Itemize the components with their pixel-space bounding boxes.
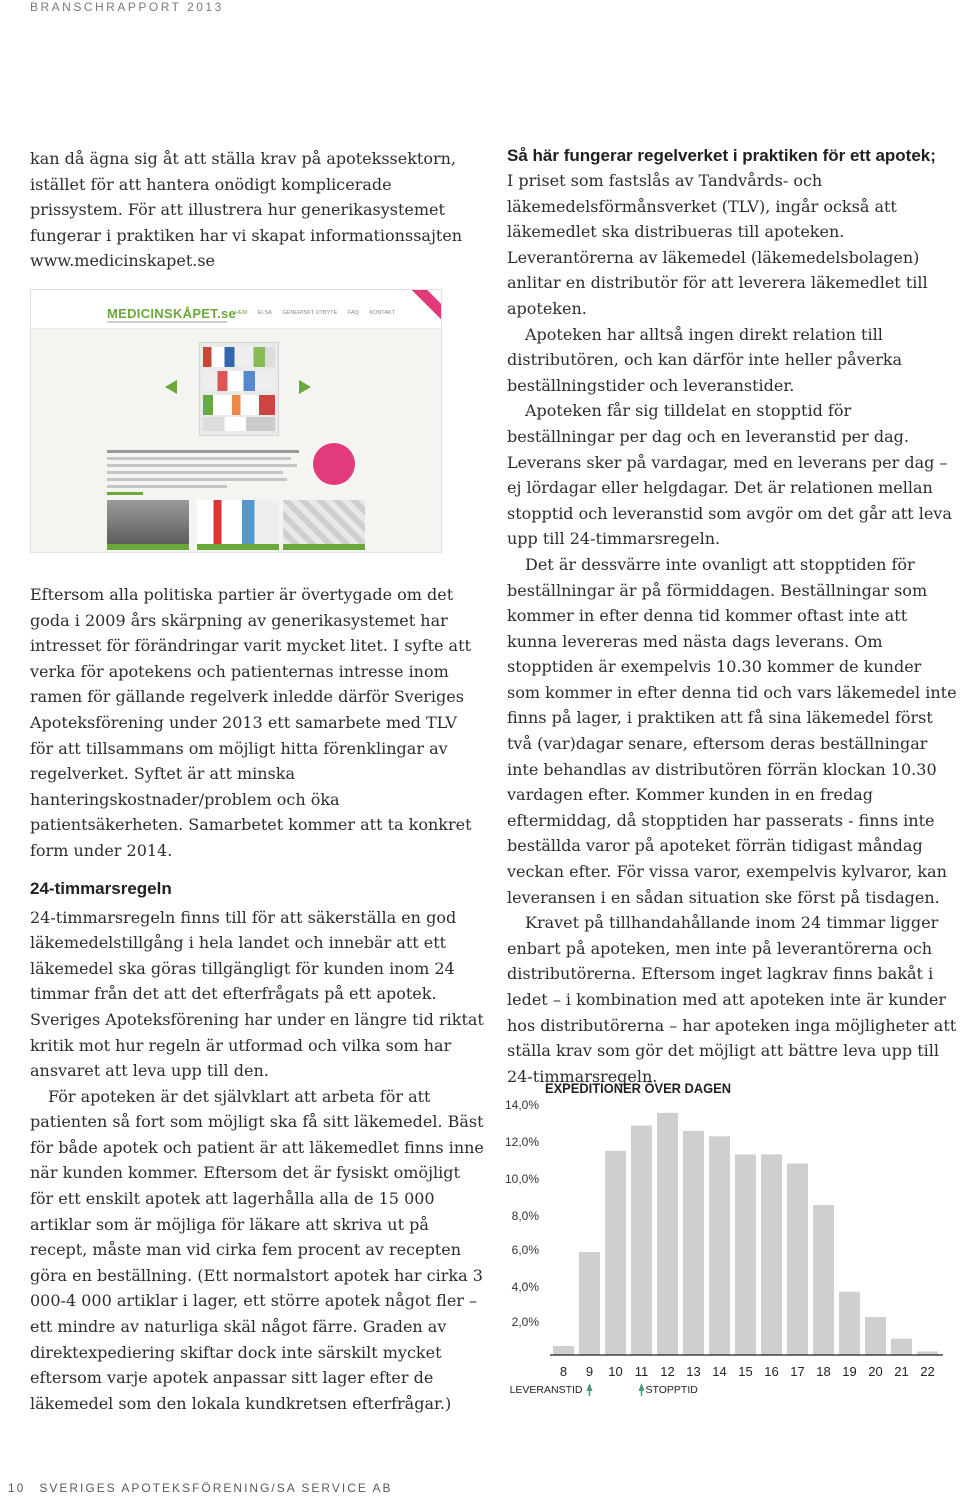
y-tick-label: 8,0% bbox=[511, 1209, 539, 1223]
medicine-cabinet-image bbox=[199, 342, 279, 436]
y-tick-label: 12,0% bbox=[504, 1135, 539, 1149]
tile-medicines bbox=[197, 500, 279, 550]
bar-19 bbox=[839, 1292, 860, 1355]
right-heading: Så här fungerar regelverket i praktiken för ett apotek; bbox=[507, 146, 936, 165]
x-tick-label: 13 bbox=[686, 1364, 701, 1379]
bar-16 bbox=[761, 1154, 782, 1355]
nav-item: HEM bbox=[235, 310, 248, 316]
left-column bbox=[30, 146, 485, 274]
right-column bbox=[507, 144, 957, 1089]
x-tick-label: 17 bbox=[790, 1364, 805, 1379]
annotation-label: STOPPTID bbox=[645, 1384, 698, 1396]
y-tick-label: 4,0% bbox=[511, 1280, 539, 1294]
bar-13 bbox=[683, 1131, 704, 1355]
site-intro-text bbox=[107, 450, 307, 499]
arrow-left-icon bbox=[165, 380, 177, 394]
y-tick-label: 14,0% bbox=[504, 1098, 539, 1112]
right-paragraph-5: Kravet på tillhandahållande inom 24 timmar ligger enbart på apoteken, men inte på leverantörerna och distributörerna. Eftersom inget lagkrav finns bakåt i ledet – i kombination med att apoteken inte är kunder hos distributörerna – har apoteken inga möjligheter att ställa krav som gör det möjligt att bättre leva upp till 24-timmarsregeln. bbox=[507, 913, 957, 1086]
annotation-label: LEVERANSTID bbox=[509, 1384, 583, 1396]
policy-paragraph: Eftersom alla politiska partier är övertygade om det goda i 2009 års skärpning av generikasystemet har intresset för förändringar varit mycket litet. I syfte att verka för apotekens och patienternas intresse inom ramen för gällande regelverk inledde därför Sveriges Apoteksförening under 2013 ett samarbete med TLV för att tillsammans om möjligt hitta förenklingar av regelverket. Syftet är att minska hanteringskostnader/problem och öka patientsäkerheten. Samarbetet kommer att ta konkret form under 2014. bbox=[30, 585, 472, 860]
x-tick-label: 14 bbox=[712, 1364, 727, 1379]
x-tick-label: 8 bbox=[559, 1364, 568, 1379]
x-tick-label: 11 bbox=[634, 1364, 649, 1379]
right-paragraph-3: Apoteken får sig tilldelat en stopptid för beställningar per dag och en leveranstid per dag. Leverans sker på vardagar, med en leverans per dag – ej lördagar eller helgdagar. Det är relationen mellan stopptid och leveranstid som avgör om det går att leva upp till 24-timmarsregeln. bbox=[507, 401, 952, 549]
x-tick-label: 9 bbox=[585, 1364, 594, 1379]
y-tick-label: 10,0% bbox=[504, 1172, 539, 1186]
x-tick-label: 12 bbox=[660, 1364, 675, 1379]
nav-item: FAQ bbox=[347, 310, 359, 316]
publisher-name: SVERIGES APOTEKSFÖRENING/SA SERVICE AB bbox=[39, 1481, 393, 1495]
site-logo: MEDICINSKÅPET.se bbox=[107, 306, 237, 321]
site-nav bbox=[235, 310, 404, 316]
arrow-up-icon bbox=[587, 1383, 593, 1391]
x-tick-label: 21 bbox=[894, 1364, 909, 1379]
arrow-up-icon bbox=[639, 1383, 645, 1391]
x-tick-label: 22 bbox=[920, 1364, 935, 1379]
x-tick-label: 16 bbox=[764, 1364, 779, 1379]
bar-21 bbox=[891, 1339, 912, 1355]
bar-12 bbox=[657, 1113, 678, 1355]
rule-paragraph-1: 24-timmarsregeln finns till för att säkerställa en god läkemedelstillgång i hela landet och innebär att ett läkemedel ska göras tillgängligt för kunden inom 24 timmar från det att det efterfrågats på ett apotek. Sveriges Apoteksförening har under en längre tid riktat kritik mot hur regeln är utformad och vilka som har ansvaret att leva upp till den. bbox=[30, 907, 484, 1081]
tile-elsa bbox=[107, 500, 189, 550]
rule-paragraph-2: För apoteken är det självklart att arbeta för att patienten så fort som möjligt ska få sitt läkemedel. Bäst för både apotek och patient är att läkemedlet finns inne när kunden kommer. Eftersom det är fysiskt omöjligt för ett enskilt apotek att lagerhålla alla de 15 000 artiklar som är möjliga för läkare att skriva ut på recept, måste man vid cirka fem procent av recepten göra en beställning. (Ett normalstort apotek har cirka 3 000-4 000 artiklar i lager, ett större apotek något fler – ett mindre av naturliga skäl något färre. Graden av direktexpediering skiftar dock inte särskilt mycket eftersom varje apotek anpassar sitt lager efter de läkemedel som den lokala kundkretsen efterfrågar.) bbox=[30, 1086, 484, 1413]
bar-14 bbox=[709, 1136, 730, 1355]
y-tick-label: 2,0% bbox=[511, 1315, 539, 1329]
nav-item: GENERISKT UTBYTE bbox=[282, 310, 338, 316]
pink-badge bbox=[313, 443, 355, 485]
corner-ribbon bbox=[412, 289, 442, 321]
x-tick-label: 20 bbox=[868, 1364, 883, 1379]
site-header bbox=[31, 290, 441, 329]
bar-11 bbox=[631, 1125, 652, 1355]
nav-item: ELSA bbox=[257, 310, 272, 316]
right-paragraph-2: Apoteken har alltså ingen direkt relation till distributören, och kan därför inte heller påverka beställningstider och leveranstider. bbox=[507, 324, 903, 395]
x-tick-label: 19 bbox=[842, 1364, 857, 1379]
bar-15 bbox=[735, 1154, 756, 1355]
bar-20 bbox=[865, 1317, 886, 1355]
x-tick-label: 15 bbox=[738, 1364, 753, 1379]
running-header: BRANSCHRAPPORT 2013 bbox=[30, 0, 224, 14]
chart-title: EXPEDITIONER ÖVER DAGEN bbox=[545, 1080, 732, 1096]
arrow-right-icon bbox=[299, 380, 311, 394]
right-paragraph-1: I priset som fastslås av Tandvårds- och läkemedelsförmånsverket (TLV), ingår också att läkemedlet ska distribueras till apoteken. Leverantörerna av läkemedel (läkemedelsbolagen) anlitar en distributör för att leverera läkemedlet till apoteken. bbox=[507, 171, 928, 318]
tile-questions bbox=[283, 500, 365, 550]
footer bbox=[8, 1481, 393, 1495]
right-paragraph-4: Det är dessvärre inte ovanligt att stopptiden för beställningar är på förmiddagen. Beställningar som kommer in efter denna tid kommer oftast inte att kunna levereras med nästa dags leverans. Om stopptiden är exempelvis 10.30 kommer de kunder som kommer in efter denna tid och vars läkemedel inte finns på lager, i praktiken att få sina läkemedel först två (var)dagar senare, eftersom deras beställningar inte behandlas av distributören förrän klockan 10.30 vardagen efter. Kommer kunden in en fredag eftermiddag, då stopptiden har passerats - finns inte beställda varor på apoteket förrän tidigast måndag veckan efter. För vissa varor, exempelvis kylvaror, kan leveransen i en sådan situation ske först på tisdagen. bbox=[507, 554, 957, 907]
bar-18 bbox=[813, 1205, 834, 1355]
intro-paragraph: kan då ägna sig åt att ställa krav på apotekssektorn, istället för att hantera onödigt komplicerade prissystem. För att illustrera hur generikasystemet fungerar i praktiken har vi skapat informationssajten www.medicinskapet.se bbox=[30, 149, 463, 271]
bar-17 bbox=[787, 1163, 808, 1355]
bar-9 bbox=[579, 1252, 600, 1355]
page-number: 10 bbox=[8, 1481, 26, 1495]
bar-8 bbox=[553, 1346, 574, 1355]
x-tick-label: 10 bbox=[608, 1364, 623, 1379]
bar-chart bbox=[480, 1085, 950, 1405]
website-screenshot bbox=[30, 289, 442, 553]
section-heading: 24-timmarsregeln bbox=[30, 878, 172, 898]
nav-item: KONTAKT bbox=[369, 310, 395, 316]
x-tick-label: 18 bbox=[816, 1364, 831, 1379]
y-tick-label: 6,0% bbox=[511, 1243, 539, 1257]
bar-10 bbox=[605, 1151, 626, 1355]
site-tagline-bar bbox=[107, 321, 227, 323]
left-column-lower bbox=[30, 582, 485, 1416]
